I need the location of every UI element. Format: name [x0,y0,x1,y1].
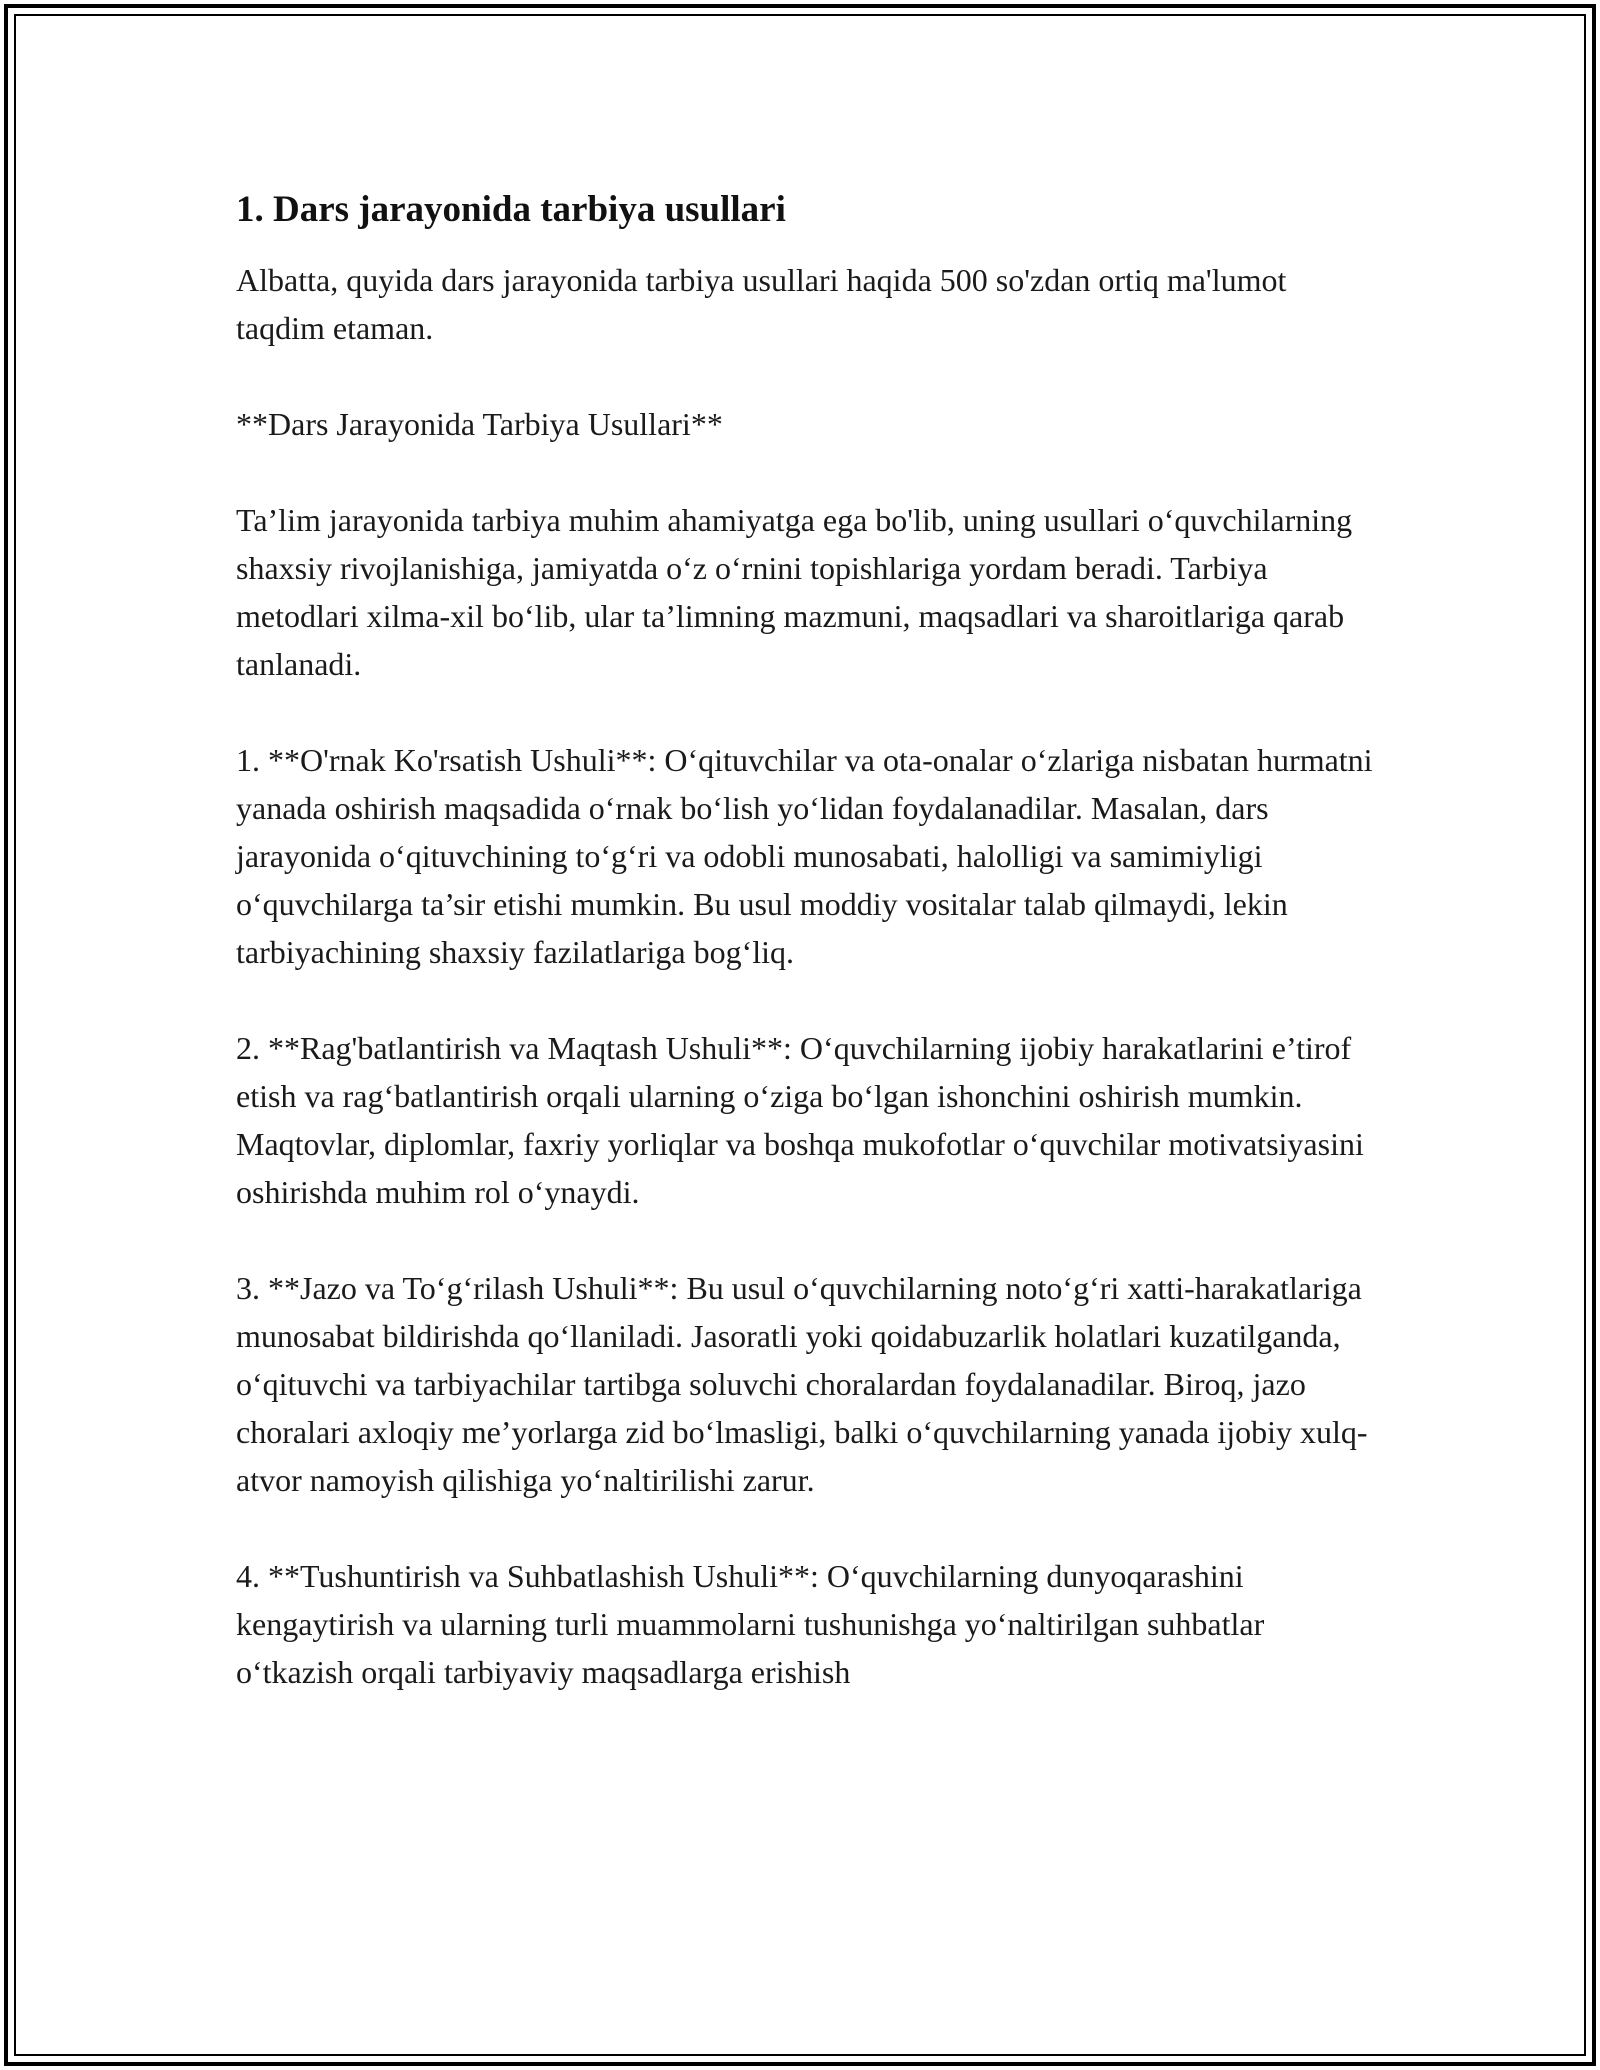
intro-paragraph: Albatta, quyida dars jarayonida tarbiya usullari haqida 500 so'zdan ortiq ma'lumot taqdim etaman. [236,262,1287,346]
method-2-paragraph: 2. **Rag'batlantirish va Maqtash Ushuli**: O‘quvchilarning ijobiy harakatlarini e’tirof etish va rag‘batlantirish orqali ularning o‘ziga bo‘lgan ishonchini oshirish mumkin. Maqtovlar, diplomlar, faxriy yorliqlar va boshqa mukofotlar o‘quvchilar motivatsiyasini oshirishda muhim rol o‘ynaydi. [236,1030,1364,1210]
overview-paragraph: Ta’lim jarayonida tarbiya muhim ahamiyatga ega bo'lib, uning usullari o‘quvchilarning shaxsiy rivojlanishiga, jamiyatda o‘z o‘rnini topishlariga yordam beradi. Tarbiya metodlari xilma-xil bo‘lib, ular ta’limning mazmuni, maqsadlari va sharoitlariga qarab tanlanadi. [236,502,1353,682]
method-3-paragraph: 3. **Jazo va To‘g‘rilash Ushuli**: Bu usul o‘quvchilarning noto‘g‘ri xatti-harakatlariga munosabat bildirishda qo‘llaniladi. Jasoratli yoki qoidabuzarlik holatlari kuzatilganda, o‘qituvchi va tarbiyachilar tartibga soluvchi choralardan foydalanadilar. Biroq, jazo choralari axloqiy me’yorlarga zid bo‘lmasligi, balki o‘quvchilarning yanada ijobiy xulq-atvor namoyish qilishiga yo‘naltirilishi zarur. [236,1270,1368,1498]
section-heading: 1. Dars jarayonida tarbiya usullari [236,189,786,230]
method-1-paragraph: 1. **O'rnak Ko'rsatish Ushuli**: O‘qituvchilar va ota-onalar o‘zlariga nisbatan hurmatni yanada oshirish maqsadida o‘rnak bo‘lish yo‘lidan foydalanadilar. Masalan, dars jarayonida o‘qituvchining to‘g‘ri va odobli munosabati, halolligi va samimiyligi o‘quvchilarga ta’sir etishi mumkin. Bu usul moddiy vositalar talab qilmaydi, lekin tarbiyachining shaxsiy fazilatlariga bog‘liq. [236,742,1373,970]
document-body [236,186,1376,1744]
method-4-paragraph: 4. **Tushuntirish va Suhbatlashish Ushuli**: O‘quvchilarning dunyoqarashini kengaytirish va ularning turli muammolarni tushunishga yo‘naltirilgan suhbatlar o‘tkazish orqali tarbiyaviy maqsadlarga erishish [236,1558,1265,1690]
subtitle-paragraph: **Dars Jarayonida Tarbiya Usullari** [236,406,723,442]
